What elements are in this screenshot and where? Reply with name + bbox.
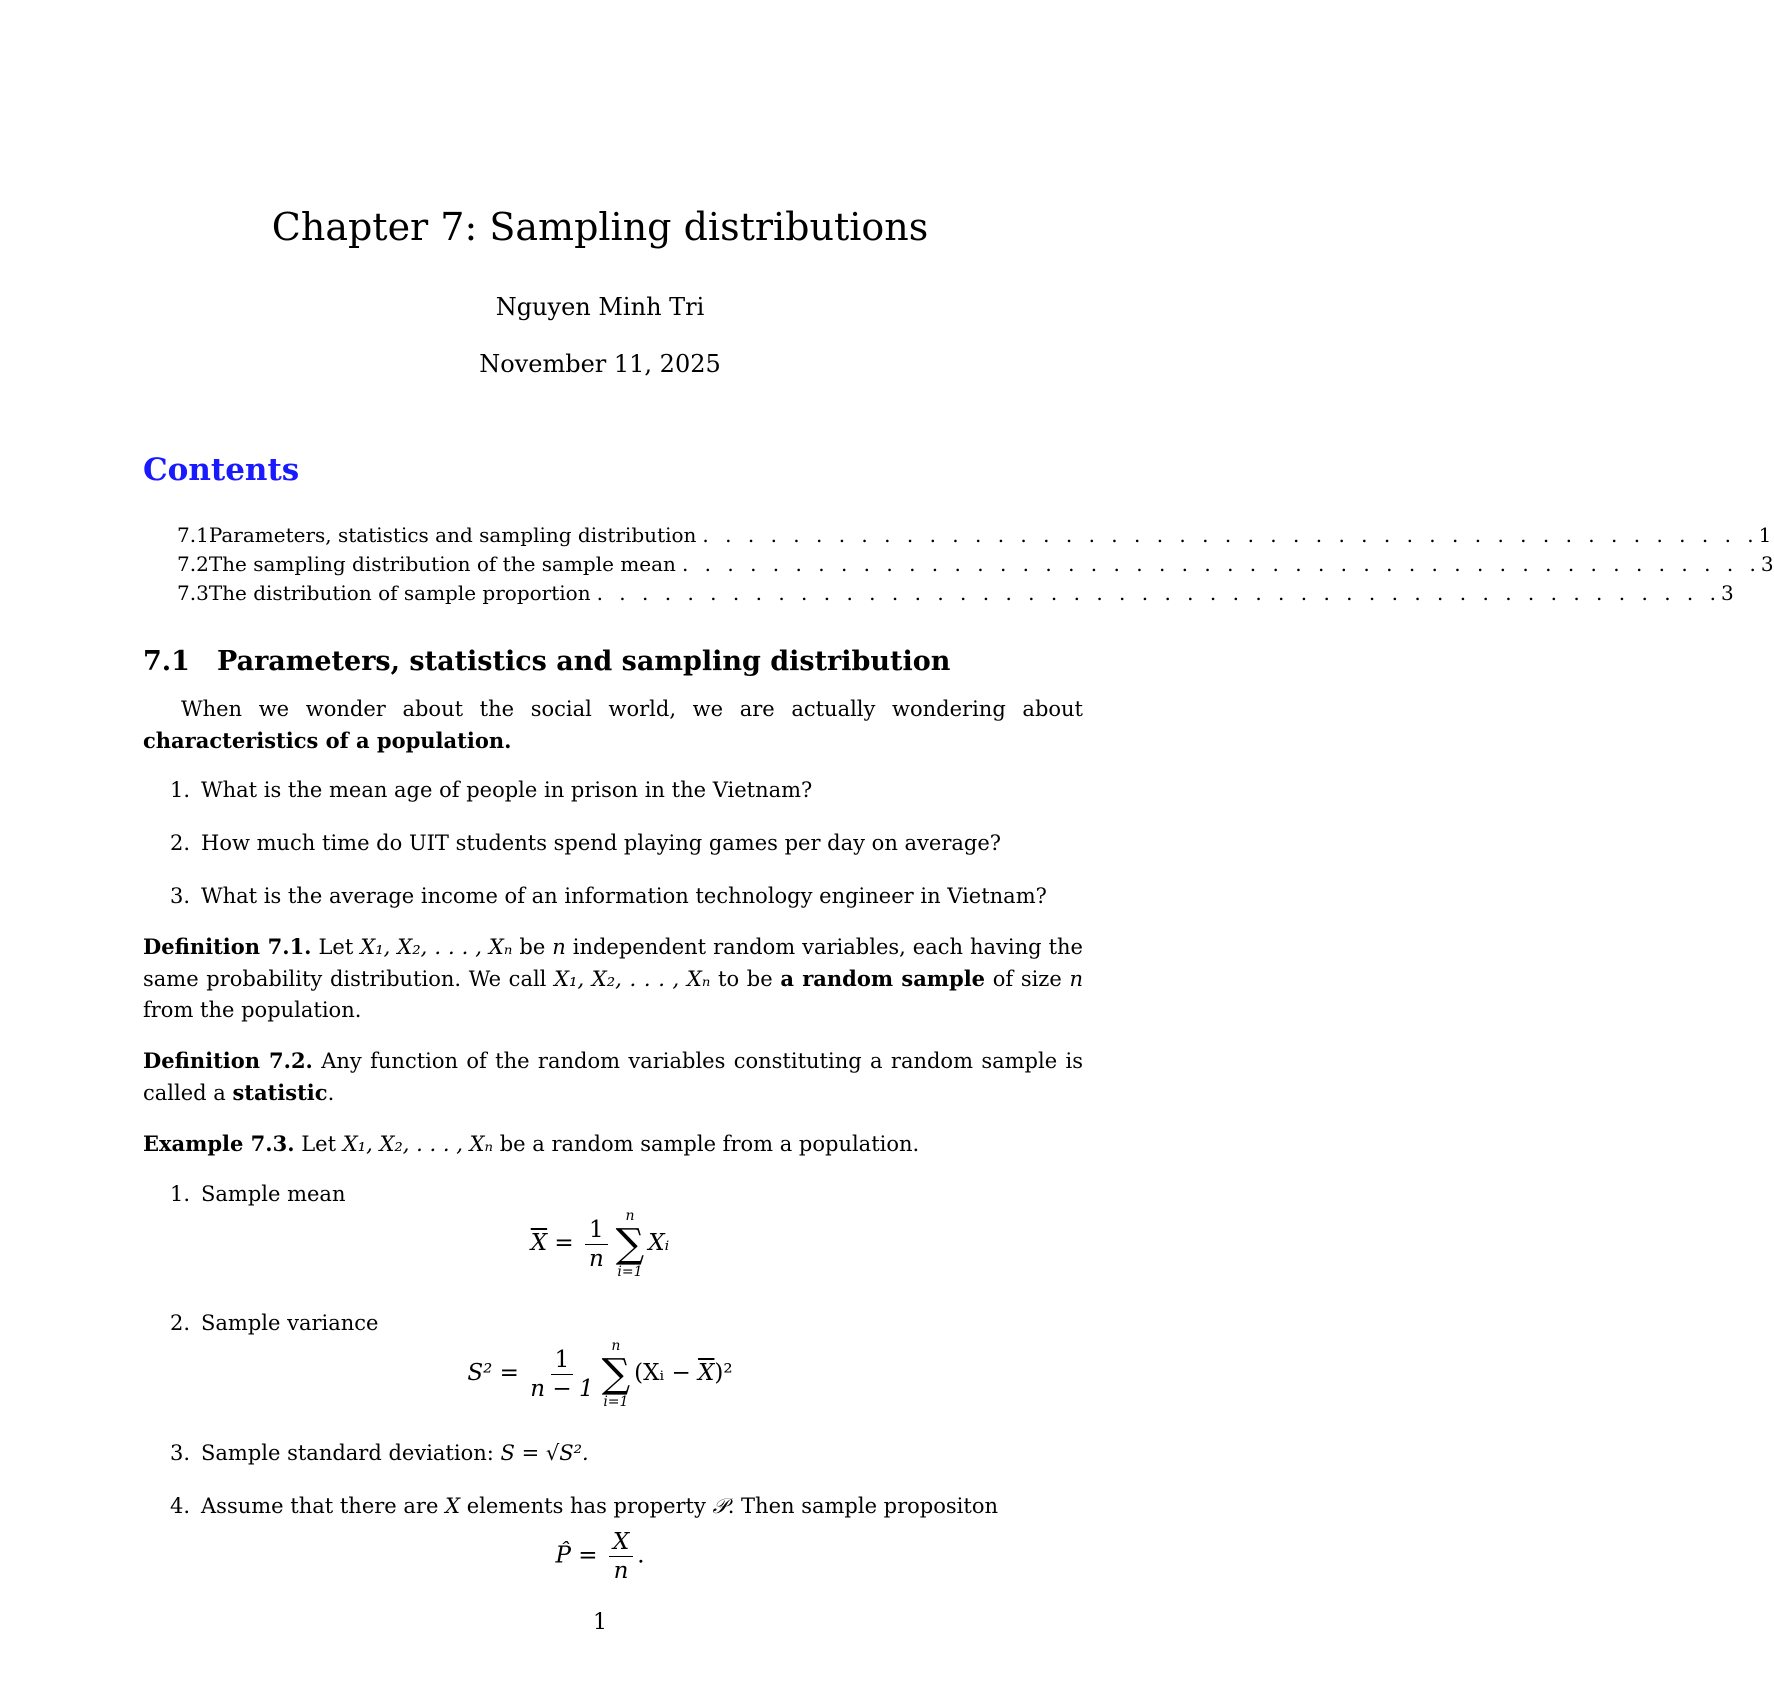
question-text: How much time do UIT students spend playing games per day on average? xyxy=(201,831,1002,855)
example-item-text: Sample standard deviation: xyxy=(201,1441,501,1465)
section-heading xyxy=(143,646,950,677)
sample-mean-equation: $\overline{X}$ = $\frac{1}{n}$ n ∑ i=1 Xᵢ xyxy=(530,1208,670,1280)
list-item: 3. What is the average income of an information technology engineer in Vietnam? xyxy=(170,884,1047,908)
toc-leader-dots: . . . . . . . . . . . . . . . . . . . . . . . . . . . . . . . . . . . . . . . . . . . . . . . . xyxy=(681,552,1761,576)
example-7-3: Example 7.3. Let X₁, X₂, . . . , Xₙ be a random sample from a population. xyxy=(143,1131,920,1156)
toc-entry-page: 3 xyxy=(1720,581,1734,605)
question-text: What is the average income of an information technology engineer in Vietnam? xyxy=(201,884,1047,908)
term-random-sample: a random sample xyxy=(780,966,986,991)
toc-entry-page: 3 xyxy=(1760,552,1774,576)
toc-leader-dots: . . . . . . . . . . . . . . . . . . . . . . . . . . . . . . . . . . . . . . . . . . . . . . . xyxy=(702,523,1759,547)
doc-title: Chapter 7: Sampling distributions xyxy=(271,205,929,249)
example-item-text: Sample variance xyxy=(201,1311,379,1335)
sd-formula: S = √S². xyxy=(500,1441,589,1465)
term-statistic: statistic xyxy=(232,1080,328,1105)
list-item: 2. How much time do UIT students spend playing games per day on average? xyxy=(170,831,1002,855)
question-text: What is the mean age of people in prison in the Vietnam? xyxy=(201,778,813,802)
toc-entry-number: 7.3 xyxy=(177,581,209,605)
example-label: Example 7.3. xyxy=(143,1131,295,1156)
doc-date: November 11, 2025 xyxy=(479,350,721,378)
list-item: 1. What is the mean age of people in prison in the Vietnam? xyxy=(170,778,813,802)
math-sequence: X₁, X₂, . . . , Xₙ xyxy=(342,1132,494,1156)
intro-paragraph xyxy=(143,694,1083,757)
list-item: 3. Sample standard deviation: S = √S². xyxy=(170,1441,589,1465)
toc-leader-dots: . . . . . . . . . . . . . . . . . . . . . . . . . . . . . . . . . . . . . . . . . . . . . . . . . . xyxy=(596,581,1721,605)
sample-variance-equation: S² = $\frac{1}{n - 1}$ n ∑ i=1 (Xᵢ − $\overline{X})^2$ xyxy=(467,1338,733,1410)
toc-entry[interactable] xyxy=(177,552,1774,576)
toc-entry-label: The distribution of sample proportion xyxy=(208,581,591,605)
toc-entry[interactable] xyxy=(177,581,1734,605)
intro-text: When we wonder about the social world, we are actually wondering about xyxy=(181,697,1083,721)
definition-7-2: Definition 7.2. Any function of the random variables constituting a random sample is called a statistic. xyxy=(143,1048,1083,1105)
page-number: 1 xyxy=(593,1610,607,1635)
toc-entry[interactable] xyxy=(177,523,1772,547)
example-item-text: Sample mean xyxy=(201,1182,346,1206)
section-title: Parameters, statistics and sampling distribution xyxy=(217,646,951,677)
definition-label: Definition 7.1. xyxy=(143,934,312,959)
math-sequence: X₁, X₂, . . . , Xₙ xyxy=(360,935,513,959)
list-item: 2. Sample variance xyxy=(170,1311,379,1335)
intro-bold: characteristics of a population. xyxy=(143,728,512,753)
toc-entry-number: 7.2 xyxy=(177,552,209,576)
list-item: 4. Assume that there are X elements has property 𝒫. Then sample propositon xyxy=(170,1494,998,1518)
summation-symbol: n ∑ i=1 xyxy=(601,1338,631,1410)
summation-symbol: n ∑ i=1 xyxy=(615,1208,645,1280)
toc-entry-page: 1 xyxy=(1758,523,1772,547)
contents-heading: Contents xyxy=(143,452,300,488)
definition-label: Definition 7.2. xyxy=(143,1048,313,1073)
math-sequence: X₁, X₂, . . . , Xₙ xyxy=(554,967,711,991)
definition-7-1: Definition 7.1. Let X₁, X₂, . . . , Xₙ be n independent random variables, each having the same probability distribution. We call X₁, X₂, . . . , Xₙ to be a random sample of size n from the population. xyxy=(143,934,1083,1022)
toc-entry-label: Parameters, statistics and sampling distribution xyxy=(208,523,697,547)
doc-author: Nguyen Minh Tri xyxy=(495,293,705,321)
example-item-text: Assume that there are xyxy=(201,1494,446,1518)
section-number: 7.1 xyxy=(143,646,190,677)
toc-entry-number: 7.1 xyxy=(177,523,209,547)
list-item: 1. Sample mean xyxy=(170,1182,346,1206)
sample-proportion-equation: P̂ = $\frac{X}{n}$ . xyxy=(555,1529,645,1584)
toc-entry-label: The sampling distribution of the sample mean xyxy=(208,552,676,576)
